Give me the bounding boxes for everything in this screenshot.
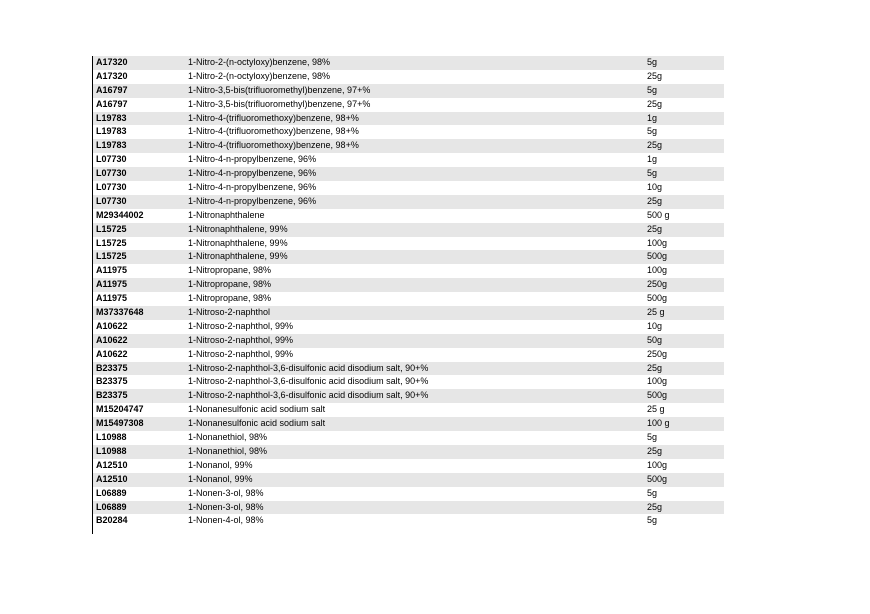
product-code: L15725 xyxy=(96,223,127,234)
product-name: 1-Nitro-4-(trifluoromethoxy)benzene, 98+% xyxy=(188,112,359,123)
product-name: 1-Nitronaphthalene xyxy=(188,209,265,220)
table-row xyxy=(93,112,724,126)
table-row xyxy=(93,403,724,417)
table-row xyxy=(93,167,724,181)
product-code: M15204747 xyxy=(96,404,144,415)
product-code: A12510 xyxy=(96,473,128,484)
pack-size: 250g xyxy=(647,348,668,359)
product-name: 1-Nonanesulfonic acid sodium salt xyxy=(188,418,326,429)
product-name: 1-Nitro-4-n-propylbenzene, 96% xyxy=(188,195,317,206)
pack-size: 5g xyxy=(647,57,658,67)
product-code: L06889 xyxy=(96,501,127,512)
pack-size: 50g xyxy=(647,334,663,345)
product-code: L07730 xyxy=(96,154,127,165)
pack-size: 500g xyxy=(647,473,668,484)
product-name: 1-Nonen-4-ol, 98% xyxy=(188,515,264,526)
pack-size: 10g xyxy=(647,320,663,331)
table-row xyxy=(93,223,724,237)
product-code: L15725 xyxy=(96,237,127,248)
pack-size: 25g xyxy=(647,223,663,234)
table-row xyxy=(93,445,724,459)
table-row xyxy=(93,195,724,209)
product-code: M29344002 xyxy=(96,209,144,220)
product-name: 1-Nitro-2-(n-octyloxy)benzene, 98% xyxy=(188,57,331,67)
product-name: 1-Nonen-3-ol, 98% xyxy=(188,501,264,512)
pack-size: 5g xyxy=(647,487,658,498)
pack-size: 500 g xyxy=(647,209,670,220)
table-row xyxy=(93,264,724,278)
table-row xyxy=(93,139,724,153)
product-name: 1-Nitro-4-n-propylbenzene, 96% xyxy=(188,182,317,193)
product-name: 1-Nitropropane, 98% xyxy=(188,293,272,304)
product-name: 1-Nitro-4-n-propylbenzene, 96% xyxy=(188,168,317,179)
pack-size: 100g xyxy=(647,265,668,276)
pack-size: 1g xyxy=(647,154,658,165)
product-name: 1-Nitro-3,5-bis(trifluoromethyl)benzene, 97+% xyxy=(188,98,371,109)
product-name: 1-Nitroso-2-naphthol xyxy=(188,307,271,318)
table-row xyxy=(93,125,724,139)
pack-size: 25g xyxy=(647,70,663,81)
pack-size: 250g xyxy=(647,279,668,290)
product-name: 1-Nonanol, 99% xyxy=(188,473,253,484)
product-code: M15497308 xyxy=(96,418,144,429)
product-code: M37337648 xyxy=(96,307,144,318)
product-name: 1-Nonanesulfonic acid sodium salt xyxy=(188,404,326,415)
product-code: L19783 xyxy=(96,140,127,151)
product-name: 1-Nitroso-2-naphthol, 99% xyxy=(188,334,294,345)
pack-size: 25 g xyxy=(647,404,665,415)
product-code: A11975 xyxy=(96,265,128,276)
pack-size: 10g xyxy=(647,182,663,193)
product-name: 1-Nitro-4-n-propylbenzene, 96% xyxy=(188,154,317,165)
table-row xyxy=(93,70,724,84)
product-name: 1-Nonanethiol, 98% xyxy=(188,432,268,443)
table-row xyxy=(93,431,724,445)
product-name: 1-Nitronaphthalene, 99% xyxy=(188,251,288,262)
product-code: A10622 xyxy=(96,334,128,345)
table-row xyxy=(93,84,724,98)
table-row xyxy=(93,153,724,167)
pack-size: 5g xyxy=(647,168,658,179)
product-code: L10988 xyxy=(96,445,127,456)
product-code: A17320 xyxy=(96,70,128,81)
product-code: L07730 xyxy=(96,168,127,179)
table-row xyxy=(93,501,724,515)
product-code: L06889 xyxy=(96,487,127,498)
product-name: 1-Nitro-3,5-bis(trifluoromethyl)benzene, 97+% xyxy=(188,84,371,95)
product-name: 1-Nonanethiol, 98% xyxy=(188,445,268,456)
product-name: 1-Nitro-2-(n-octyloxy)benzene, 98% xyxy=(188,70,331,81)
table-row xyxy=(93,348,724,362)
product-code: L07730 xyxy=(96,195,127,206)
table-row xyxy=(93,209,724,223)
pack-size: 500g xyxy=(647,390,668,401)
table-row xyxy=(93,278,724,292)
product-code: B23375 xyxy=(96,390,128,401)
table-row xyxy=(93,417,724,431)
table-row xyxy=(93,320,724,334)
product-name: 1-Nitro-4-(trifluoromethoxy)benzene, 98+% xyxy=(188,140,359,151)
product-code: A17320 xyxy=(96,57,128,67)
product-code: B20284 xyxy=(96,515,128,526)
product-code: A11975 xyxy=(96,293,128,304)
product-name: 1-Nitronaphthalene, 99% xyxy=(188,237,288,248)
pack-size: 5g xyxy=(647,432,658,443)
product-name: 1-Nitroso-2-naphthol-3,6-disulfonic acid disodium salt, 90+% xyxy=(188,362,429,373)
pack-size: 25g xyxy=(647,362,663,373)
table-row xyxy=(93,181,724,195)
pack-size: 25 g xyxy=(647,307,665,318)
table-left-border xyxy=(92,56,93,534)
pack-size: 25g xyxy=(647,501,663,512)
product-code: A10622 xyxy=(96,320,128,331)
pack-size: 100g xyxy=(647,237,668,248)
product-name: 1-Nonen-3-ol, 98% xyxy=(188,487,264,498)
product-code: B23375 xyxy=(96,362,128,373)
pack-size: 5g xyxy=(647,84,658,95)
product-name: 1-Nitroso-2-naphthol, 99% xyxy=(188,320,294,331)
product-code: B23375 xyxy=(96,376,128,387)
pack-size: 25g xyxy=(647,140,663,151)
product-name: 1-Nitro-4-(trifluoromethoxy)benzene, 98+% xyxy=(188,126,359,137)
table-row xyxy=(93,473,724,487)
product-name: 1-Nitropropane, 98% xyxy=(188,265,272,276)
table-row xyxy=(93,362,724,376)
pack-size: 100g xyxy=(647,459,668,470)
pack-size: 5g xyxy=(647,126,658,137)
pack-size: 25g xyxy=(647,98,663,109)
product-code: L15725 xyxy=(96,251,127,262)
product-name: 1-Nitroso-2-naphthol, 99% xyxy=(188,348,294,359)
product-name: 1-Nitroso-2-naphthol-3,6-disulfonic acid disodium salt, 90+% xyxy=(188,390,429,401)
pack-size: 100 g xyxy=(647,418,670,429)
table-row xyxy=(93,487,724,501)
table-row xyxy=(93,459,724,473)
product-code: A12510 xyxy=(96,459,128,470)
table-row xyxy=(93,237,724,251)
product-code: L19783 xyxy=(96,126,127,137)
pack-size: 25g xyxy=(647,195,663,206)
table-row xyxy=(93,98,724,112)
product-code: A11975 xyxy=(96,279,128,290)
pack-size: 500g xyxy=(647,251,668,262)
table-row xyxy=(93,375,724,389)
product-name: 1-Nonanol, 99% xyxy=(188,459,253,470)
product-code: L10988 xyxy=(96,432,127,443)
product-code: A16797 xyxy=(96,98,128,109)
table-row xyxy=(93,334,724,348)
table-row xyxy=(93,514,724,528)
product-name: 1-Nitroso-2-naphthol-3,6-disulfonic acid disodium salt, 90+% xyxy=(188,376,429,387)
product-code: L19783 xyxy=(96,112,127,123)
table-row xyxy=(93,250,724,264)
table-row xyxy=(93,292,724,306)
product-code: A10622 xyxy=(96,348,128,359)
pack-size: 1g xyxy=(647,112,658,123)
product-name: 1-Nitropropane, 98% xyxy=(188,279,272,290)
pack-size: 5g xyxy=(647,515,658,526)
pack-size: 100g xyxy=(647,376,668,387)
pack-size: 25g xyxy=(647,445,663,456)
table-row xyxy=(93,389,724,403)
product-code: A16797 xyxy=(96,84,128,95)
table-row xyxy=(93,306,724,320)
product-table xyxy=(93,56,724,528)
product-code: L07730 xyxy=(96,182,127,193)
table-row xyxy=(93,56,724,70)
product-name: 1-Nitronaphthalene, 99% xyxy=(188,223,288,234)
pack-size: 500g xyxy=(647,293,668,304)
